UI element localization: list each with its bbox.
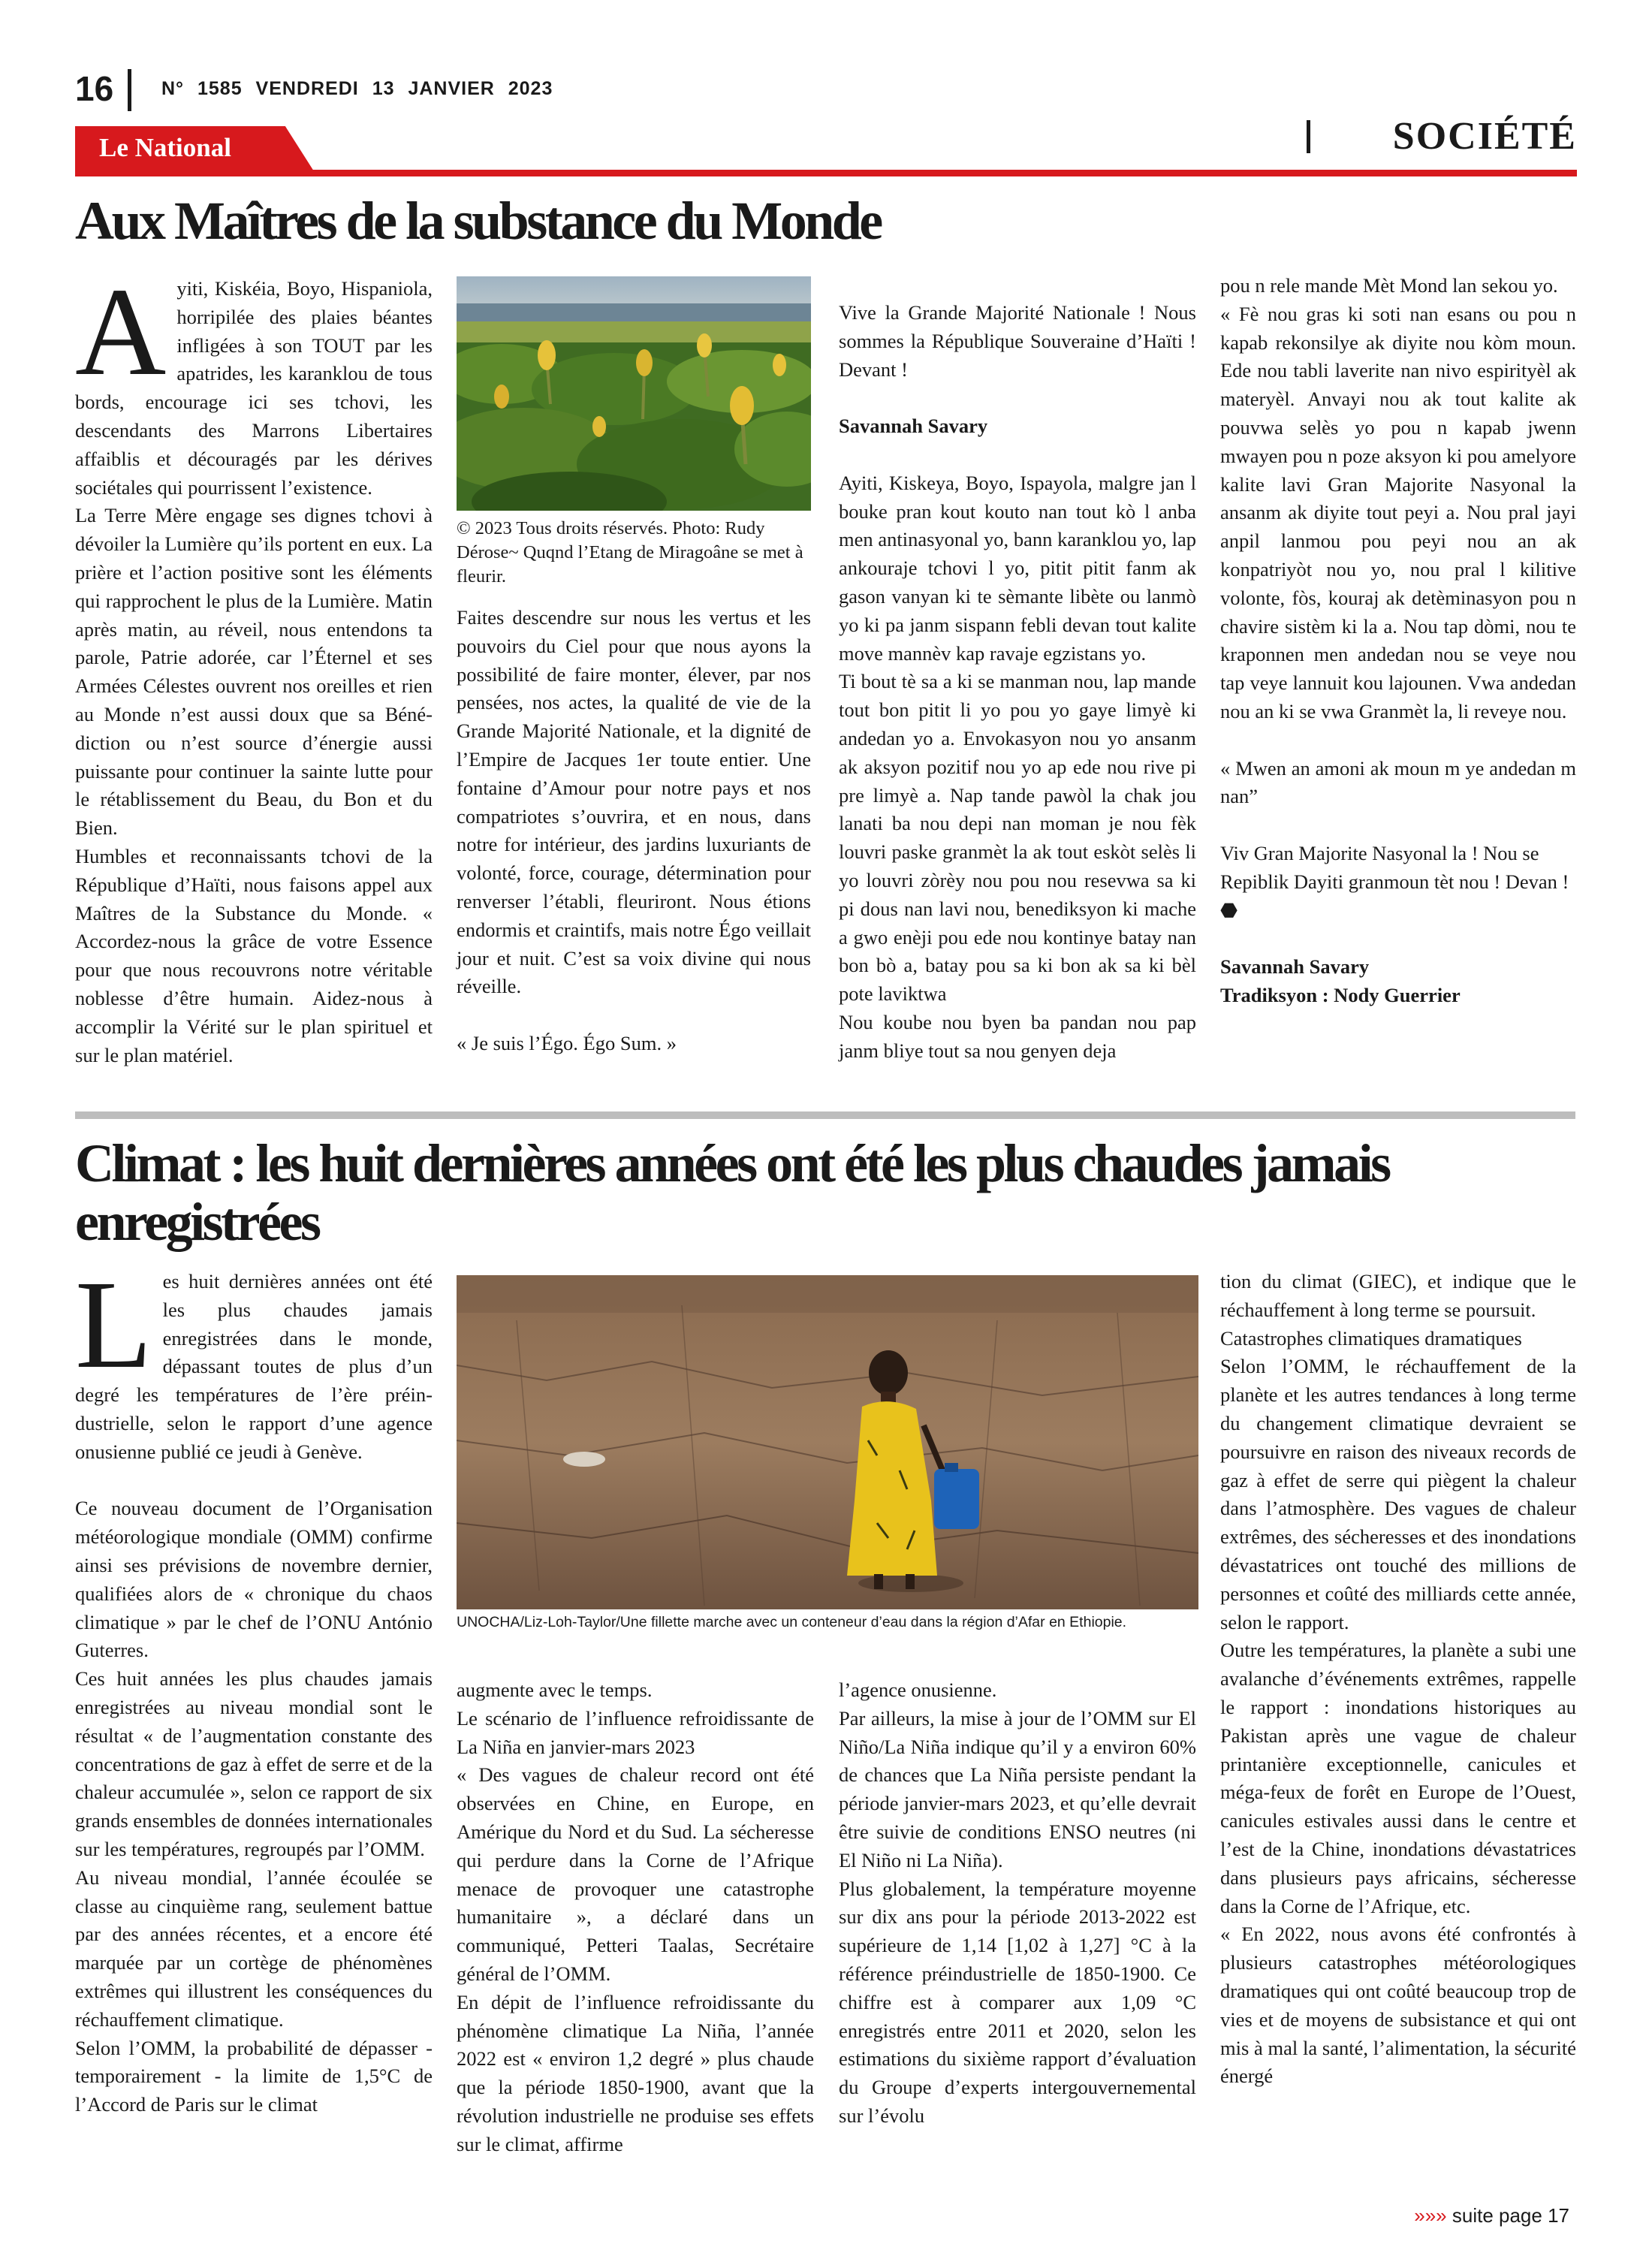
section-label: SOCIÉTÉ (1392, 115, 1577, 158)
continued-label: suite page 17 (1452, 2204, 1569, 2227)
article2-subheading: Le scénario de l’influence refroidissante de La Niña en janvier-mars 2023 (457, 1706, 814, 1758)
article2-column-2 (457, 1676, 814, 2159)
article1-column-2 (457, 604, 811, 1058)
article1-closing: Vive la Grande Majorité Nationale ! Nous sommes la République Souveraine d’Haïti ! Devant ! (839, 301, 1196, 381)
article1-dropcap: A (75, 262, 167, 402)
page-number-divider (128, 69, 131, 111)
article-divider (75, 1111, 1575, 1119)
article2-paragraph: En dépit de l’influence refroidissante du phénomène climatique La Niña, l’année 2022 est « environ 1,2 degré » plus chaude que la période 1850-1900, avant que la révolution industrielle ne produise ses effets sur le climat, affirme (457, 1990, 814, 2155)
article1-paragraph: Nou koube nou byen ba pandan nou pap janm bliye tout sa nou genyen deja (839, 1010, 1196, 1062)
article2-paragraph: Selon l’OMM, le réchauffement de la planète et les autres tendances à long terme du changement climatique devraient se poursuivre en raison des niveaux records de gaz à effet de serre qui piègent la chaleur dans l’atmosphère. Des vagues de chaleur extrêmes, des sécheresses et des inondations dévastatrices ont touché des millions de personnes et coûté des milliards cette année, selon le rapport. (1220, 1355, 1576, 1633)
article1-paragraph: Ti bout tè sa a ki se manman nou, lap mande tout bon pitit li yo pou yo gaye limyè ki andedan yo a. Envokasyon nou yo ansanm ak aksyon pozitif nou yo ap ede nou rive pi pre limyè a. Nap tande pawòl la chak jou lanati ba nou depi nan moman je nou fèk louvri paske granmèt la ak tout eskòt selès li yo louvri zòrèy nou pou nou resevwa sa ki pi dous nan lavi nou, benediksyon ki mache a gwo enèji pou ede nou kontinye batay nan bon bò a, batay pou sa ki bon ak sa ki bèl pote laviktwa (839, 670, 1196, 1006)
article1-paragraph: Humbles et reconnaissants tchovi de la République d’Haïti, nous faisons appel aux Maîtres de la Substance du Monde. « Accordez-nous la grâce de votre Essence pour que nous recouvrons notre véritable noblesse d’être humain. Aidez-nous à accomplir la Vérité sur le plan spirituel et sur le plan matériel. (75, 844, 433, 1066)
article2-dropcap: L (75, 1255, 152, 1395)
article1-column-1 (75, 262, 433, 1069)
header-rule (75, 170, 1577, 176)
article2-paragraph: « En 2022, nous avons été confrontés à plusieurs catastrophes météorologiques dramatiques qui ont coûté beaucoup trop de vies et de moyens de subsistance et qui ont mis à mal la santé, l’alimentation, la sécurité énergé (1220, 1923, 1576, 2088)
issue-info: N° 1585 VENDREDI 13 JANVIER 2023 (161, 78, 553, 99)
article2-paragraph: Au niveau mondial, l’année écoulée se classe au cinquième rang, seulement battue par des années récentes, et a encore été marquée par un cortège de phénomènes extrêmes qui illustrent les conséquences du réchauffement climatique. (75, 1865, 433, 2031)
lotus-pond-illustration (457, 276, 811, 511)
end-mark-icon: ⬣ (1220, 898, 1238, 921)
continued-link[interactable] (1414, 2204, 1569, 2227)
article1-paragraph (1220, 840, 1576, 924)
article1-paragraph: « Fè nou gras ki soti nan esans ou pou n kapab rekonsilye ak diyite nou kòm moun. Ede nou tabli laverite nan nivo espirityèl ak materyèl. Anvayi nou ak tout kalite ak pouvwa selès yo pou n kapab jwenn mwayen pou n poze aksyon ki pou amelyore kalite lavi Gran Majorite Nasyonal la ansanm ak diyite tout peyi a. Nou pral jayi anpil lanmou pou peyi nou an ak konpatriyòt nou yo, nou pral l kilitive volonte, fòs, kouraj ak detèminasyon pou n chavire sistèm ki la a. Nou tap dòmi, nou te kraponnen men andedan nou se veye nou tap veye lannuit kou lajounen. Vwa andedan nou an ki se vwa Granmèt la, li reveye nou. (1220, 302, 1576, 722)
article2-paragraph: es huit dernières années ont été les plus chaudes jamais enregistrées dans le monde, dépassant toutes de plus d’un degré les températures de l’ère préindustrielle, selon le rapport d’une agence onusienne publié ce jeudi à Genève. (75, 1270, 433, 1463)
article1-column-4 (1220, 272, 1576, 1010)
article1-translator: Tradiksyon : Nody Guerrier (1220, 983, 1461, 1006)
article2-paragraph: « Des vagues de chaleur record ont été observées en Chine, en Europe, en Amérique du Nord et du Sud. La sécheresse qui perdure dans la Corne de l’Afrique menace de provoquer une catastrophe humanitaire », a déclaré dans un communiqué, Petteri Taalas, Secrétaire général de l’OMM. (457, 1763, 814, 1985)
article2-paragraph: Selon l’OMM, la probabilité de dépasser - temporairement - la limite de 1,5°C de l’Accord de Paris sur le climat (75, 2036, 433, 2116)
article2-column-1 (75, 1255, 433, 2119)
article2-paragraph: Par ailleurs, la mise à jour de l’OMM sur El Niño/La Niña indique qu’il y a environ 60% de chances que La Niña persiste pendant la période janvier-mars 2023, et qu’elle devrait être suivie de conditions ENSO neutres (ni El Niño ni La Niña). (839, 1706, 1196, 1871)
article2-paragraph: augmente avec le temps. (457, 1678, 653, 1701)
article2-photo-caption: UNOCHA/Liz-Loh-Taylor/Une fillette marche avec un conteneur d’eau dans la région d’Afar en Ethiopie. (457, 1614, 1127, 1630)
article1-paragraph: Ayiti, Kiskeya, Boyo, Ispayola, malgre jan l bouke pran kout kouto nan tout kò l anba men antinasyonal yo, bann karanklou yo, lap ankouraje tchovi l yo, pitit pitit fanm ak gason vanyan ki te sèmante libète ou lanmò yo ki pa janm sispann febli devan tout kalite move mannèv kap ravaje egzistans yo. (839, 471, 1196, 665)
article1-signature: Savannah Savary (1220, 955, 1370, 979)
article1-photo-caption: © 2023 Tous droits réservés. Photo: Rudy Dérose~ Quqnd l’Etang de Miragoâne se met à fleurir. (457, 518, 803, 587)
article2-paragraph: tion du climat (GIEC), et indique que le réchauffement à long terme se poursuit. (1220, 1270, 1576, 1321)
article2-paragraph: Plus globalement, la température moyenne sur dix ans pour la période 2013-2022 est supérieure de 1,14 [1,02 à 1,27] °C à la référence préindustrielle de 1850-1900. Ce chiffre est à comparer aux 1,09 °C enregistrés entre 2011 et 2020, selon les estimations du sixième rapport d’évaluation du Groupe d’experts intergouvernemental sur l’évolu (839, 1877, 1196, 2127)
article2-paragraph: Ces huit années les plus chaudes jamais enregistrées au niveau mondial sont le résultat « de l’augmentation constante des concentrations de gaz à effet de serre et de la chaleur accumulée », selon ce rapport de six grands ensembles de données internationales sur les températures, regroupés par l’OMM. (75, 1667, 433, 1860)
article2-subheading: Catastrophes climatiques dramatiques (1220, 1326, 1522, 1350)
article1-column-3 (839, 299, 1196, 1066)
article1-paragraph: Faites descendre sur nous les vertus et les pouvoirs du Ciel pour que nous ayons la possibilité de faire monter, élever, par nos pensées, nos actes, la qualité de vie de la Grande Majorité Nationale, et la dignité de l’Empire de Jacques 1er toute entier. Une fontaine d’Amour pour notre pays et nos compatriotes s’ouvrira, et en nous, dans notre for intérieur, des jardins luxuriants de volonté, force, courage, détermination pour renverser l’établi, fleuriront. Nous étions endormis et craintifs, mais notre Égo veillait jour et nuit. C’est sa voix divine qui nous réveille. (457, 606, 811, 998)
article2-column-3 (839, 1676, 1196, 2131)
article1-signature: Savannah Savary (839, 415, 988, 438)
article1-paragraph: pou n rele mande Mèt Mond lan sekou yo. (1220, 274, 1558, 297)
article1-closing: Viv Gran Majorite Nasyonal la ! Nou se Repiblik Dayiti granmoun tèt nou ! Devan ! (1220, 841, 1569, 893)
article2-paragraph: Ce nouveau document de l’Organisation météorologique mondiale (OMM) confirme ainsi ses prévisions de novembre dernier, qualifiées alors de « chronique du chaos climatique » par le chef de l’ONU António Guterres. (75, 1497, 433, 1662)
ethiopia-photo (457, 1275, 1198, 1609)
article1-paragraph: La Terre Mère engage ses dignes tchovi à dévoiler la Lumière qu’ils portent en eux. La prière et l’action positive sont les éléments qui rapprochent le plus de la Lumière. Matin après matin, au réveil, nous entendons ta parole, Patrie adorée, car l’Éternel et ses Armées Célestes ouvrent nos oreilles et rien au Monde n’est aussi doux que sa Bénédiction ou n’est source d’énergie aussi puissante pour continuer la sainte lutte pour le rétablissement du Beau, du Bon et du Bien. (75, 504, 433, 840)
article1-title: Aux Maîtres de la substance du Monde (75, 191, 881, 251)
article2-paragraph: Outre les températures, la planète a subi une avalanche d’événements extrêmes, rappelle le rapport : inondations historiques au Pakistan après une vague de chaleur printanière exceptionnelle, canicules et méga-feux de forêt en Europe de l’Ouest, canicules estivales aussi dans le centre et l’est de la Chine, inondations dévastatrices dans plusieurs pays africains, sécheresse dans la Corne de l’Afrique, etc. (1220, 1639, 1576, 1917)
drought-illustration (457, 1275, 1198, 1609)
article1-paragraph: « Je suis l’Égo. Égo Sum. » (457, 1031, 677, 1054)
article2-paragraph: l’agence onusienne. (839, 1678, 997, 1701)
section-divider (1307, 120, 1310, 153)
article2-title: Climat : les huit dernières années ont été les plus chaudes jamais enregistrées (75, 1133, 1389, 1252)
page-number: 16 (75, 69, 114, 108)
continue-arrows-icon: »»» (1414, 2204, 1447, 2227)
article2-column-4 (1220, 1268, 1576, 2091)
brand-logo: Le National (99, 133, 231, 162)
article1-paragraph: yiti, Kiskéia, Boyo, Hispaniola, horripilée des plaies béantes infligées à son TOUT par les apatrides, les karanklou de tous bords, encourage ici ses tchovi, les descendants des Marrons Libertaires affaiblis et découragés par les dérives sociétales qui pourrissent l’existence. (75, 277, 433, 499)
lotus-pond-photo (457, 276, 811, 511)
article1-paragraph: « Mwen an amoni ak moun m ye andedan m nan” (1220, 756, 1576, 808)
